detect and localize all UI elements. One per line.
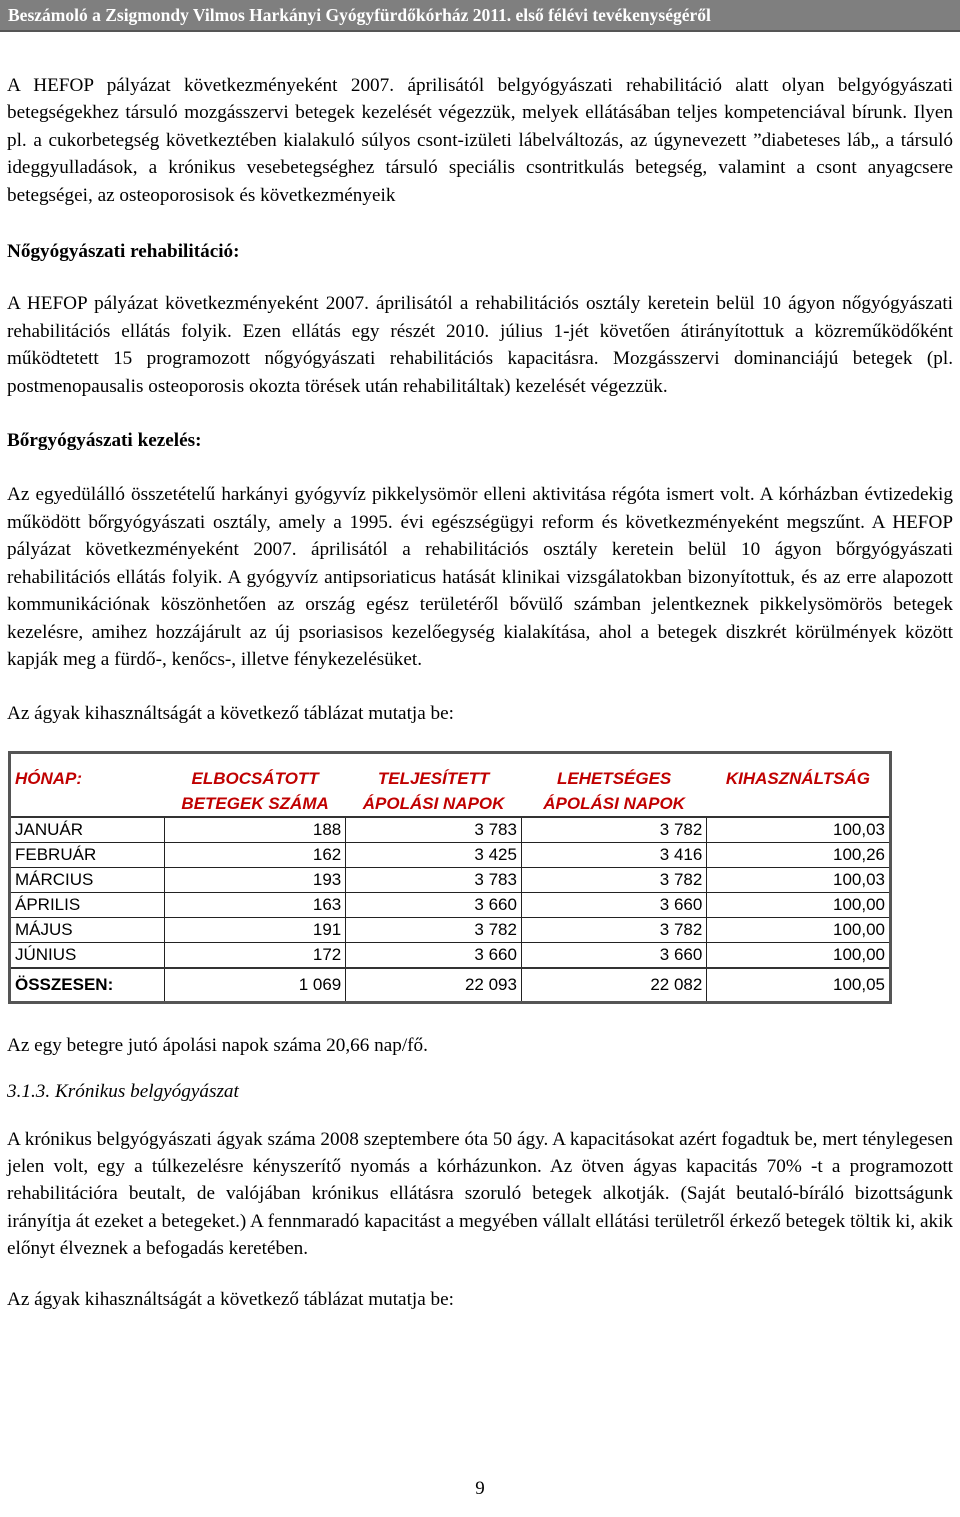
table-cell-value: 100,00 bbox=[707, 892, 891, 917]
col-header-discharged: ELBOCSÁTOTT BETEGEK SZÁMA bbox=[164, 752, 345, 817]
table-row bbox=[10, 892, 891, 917]
page-header bbox=[0, 0, 960, 32]
table-row bbox=[10, 867, 891, 892]
table-row bbox=[10, 917, 891, 942]
table-cell-value: 100,00 bbox=[707, 942, 891, 968]
table-cell-value: 3 416 bbox=[521, 842, 706, 867]
bed-occupancy-table bbox=[8, 751, 892, 1004]
table-cell-value: 1 069 bbox=[164, 968, 345, 1003]
col-header-month: HÓNAP: bbox=[10, 752, 165, 817]
table-row bbox=[10, 817, 891, 843]
table-cell-value: 100,03 bbox=[707, 867, 891, 892]
table-cell-value: 3 660 bbox=[521, 942, 706, 968]
table-cell-value: 100,03 bbox=[707, 817, 891, 843]
table-cell-label: JÚNIUS bbox=[10, 942, 165, 968]
table-cell-value: 172 bbox=[164, 942, 345, 968]
table-cell-label: ÁPRILIS bbox=[10, 892, 165, 917]
paragraph-chronic-internal-medicine: A krónikus belgyógyászati ágyak száma 2008 szeptembere óta 50 ágy. A kapacitásokat azért fogadtuk be, mert ténylegesen jelen volt, egy a túlkezelésre kényszerítő nyomás a kórházunkon. Az ötven ágyas kapacitás 70% -t a programozott rehabilitációra beutalt, de valójában krónikus ellátásra szoruló betegek alkotják. (Saját beutaló-bíráló bizottságunk irányítja át ezeket a betegeket.) A fennmaradó kapacitást a megyében vállalt ellátási területről érkező betegek töltik ki, akik előnyt élveznek a befogadás keretében. bbox=[7, 1128, 953, 1260]
table-cell-value: 193 bbox=[164, 867, 345, 892]
section-title-gynecology: Nőgyógyászati rehabilitáció: bbox=[7, 241, 240, 263]
table-row bbox=[10, 942, 891, 968]
col-header-utilization: KIHASZNÁLTSÁG bbox=[707, 752, 891, 817]
table-cell-value: 100,26 bbox=[707, 842, 891, 867]
table-intro: Az ágyak kihasználtságát a következő táblázat mutatja be: bbox=[7, 703, 454, 725]
table-cell-value: 100,05 bbox=[707, 968, 891, 1003]
paragraph-gynecology: A HEFOP pályázat következményeként 2007. áprilisától a rehabilitációs osztály keretein belül 10 ágyon nőgyógyászati rehabilitációs ellátás folyik. Ezen ellátás egy részét 2010. július 1-jét követően átirányítottuk a közreműködőként működtetett 15 programozott nőgyógyászati rehabilitációs kapacitásra. Mozgásszervi dominanciájú betegek (pl. postmenopausalis osteoporosis okozta törések után rehabilitáltak) kezelését végezzük. bbox=[7, 293, 953, 397]
table-cell-value: 100,00 bbox=[707, 917, 891, 942]
table-cell-label: MÁJUS bbox=[10, 917, 165, 942]
table-cell-label: FEBRUÁR bbox=[10, 842, 165, 867]
table-cell-value: 3 783 bbox=[346, 867, 522, 892]
table-cell-value: 3 782 bbox=[521, 867, 706, 892]
table-cell-value: 162 bbox=[164, 842, 345, 867]
table-cell-value: 3 782 bbox=[521, 917, 706, 942]
paragraph-internal-medicine-rehab: A HEFOP pályázat következményeként 2007. áprilisától belgyógyászati rehabilitáció alatt olyan belgyógyászati betegségekhez társuló mozgásszervi betegek kezelését végezzük, melyek ellátásában teljes kompetenciával bírunk. Ilyen pl. a cukorbetegség következtében kialakuló súlyos csont-izületi lábelváltozás, az úgynevezett ”diabeteses láb„ a társuló ideggyulladások, a krónikus vesebetegséghez társuló speciális csontritkulás betegség, valamint a csont anyagcsere betegségei, az osteoporosisok és következményeik bbox=[7, 75, 953, 206]
table-cell-value: 22 093 bbox=[346, 968, 522, 1003]
col-header-possible-days: LEHETSÉGES ÁPOLÁSI NAPOK bbox=[521, 752, 706, 817]
col-header-completed-days: TELJESÍTETT ÁPOLÁSI NAPOK bbox=[346, 752, 522, 817]
table-cell-value: 22 082 bbox=[521, 968, 706, 1003]
table-cell-label: ÖSSZESEN: bbox=[10, 968, 165, 1003]
table-cell-value: 3 660 bbox=[521, 892, 706, 917]
table-cell-value: 3 660 bbox=[346, 892, 522, 917]
table-cell-value: 3 660 bbox=[346, 942, 522, 968]
table-header-row bbox=[10, 752, 891, 817]
section-title-chronic-internal-medicine: 3.1.3. Krónikus belgyógyászat bbox=[7, 1081, 239, 1103]
table-total-row bbox=[10, 968, 891, 1003]
table-cell-label: MÁRCIUS bbox=[10, 867, 165, 892]
table-cell-value: 3 425 bbox=[346, 842, 522, 867]
table-cell-value: 3 783 bbox=[346, 817, 522, 843]
page-content bbox=[0, 32, 960, 1313]
table-cell-value: 191 bbox=[164, 917, 345, 942]
table-cell-value: 163 bbox=[164, 892, 345, 917]
table-cell-value: 188 bbox=[164, 817, 345, 843]
table-row bbox=[10, 842, 891, 867]
table-intro-2: Az ágyak kihasználtságát a következő táblázat mutatja be: bbox=[7, 1288, 454, 1310]
days-per-patient-note: Az egy betegre jutó ápolási napok száma 20,66 nap/fő. bbox=[7, 1034, 428, 1056]
table-cell-value: 3 782 bbox=[346, 917, 522, 942]
header-title: Beszámoló a Zsigmondy Vilmos Harkányi Gyógyfürdőkórház 2011. első félévi tevékenységéről bbox=[8, 5, 711, 25]
table-cell-value: 3 782 bbox=[521, 817, 706, 843]
table-cell-label: JANUÁR bbox=[10, 817, 165, 843]
section-title-dermatology: Bőrgyógyászati kezelés: bbox=[7, 430, 202, 452]
page-number: 9 bbox=[475, 1478, 485, 1499]
paragraph-dermatology: Az egyedülálló összetételű harkányi gyógyvíz pikkelysömör elleni aktivitása régóta ismert volt. A kórházban évtizedekig működött bőrgyógyászati osztály, amely a 1995. évi egészségügyi reform és következményeként megszűnt. A HEFOP pályázat következményeként 2007. áprilisától a rehabilitációs osztály keretein belül 10 ágyon bőrgyógyászati rehabilitációs ellátás folyik. A gyógyvíz antipsoriaticus hatását klinikai vizsgálatokban bizonyítottuk, és az erre alapozott kommunikációnak köszönhetően az ország egész területéről bővülő számban jelentkeznek pikkelysömörös betegek kezelésre, amihez hozzájárult az új psoriasisos kezelőegység kialakítása, ahol a betegek diszkrét körülmények között kapják meg a fürdő-, kenőcs-, illetve fénykezelésüket. bbox=[7, 484, 953, 670]
